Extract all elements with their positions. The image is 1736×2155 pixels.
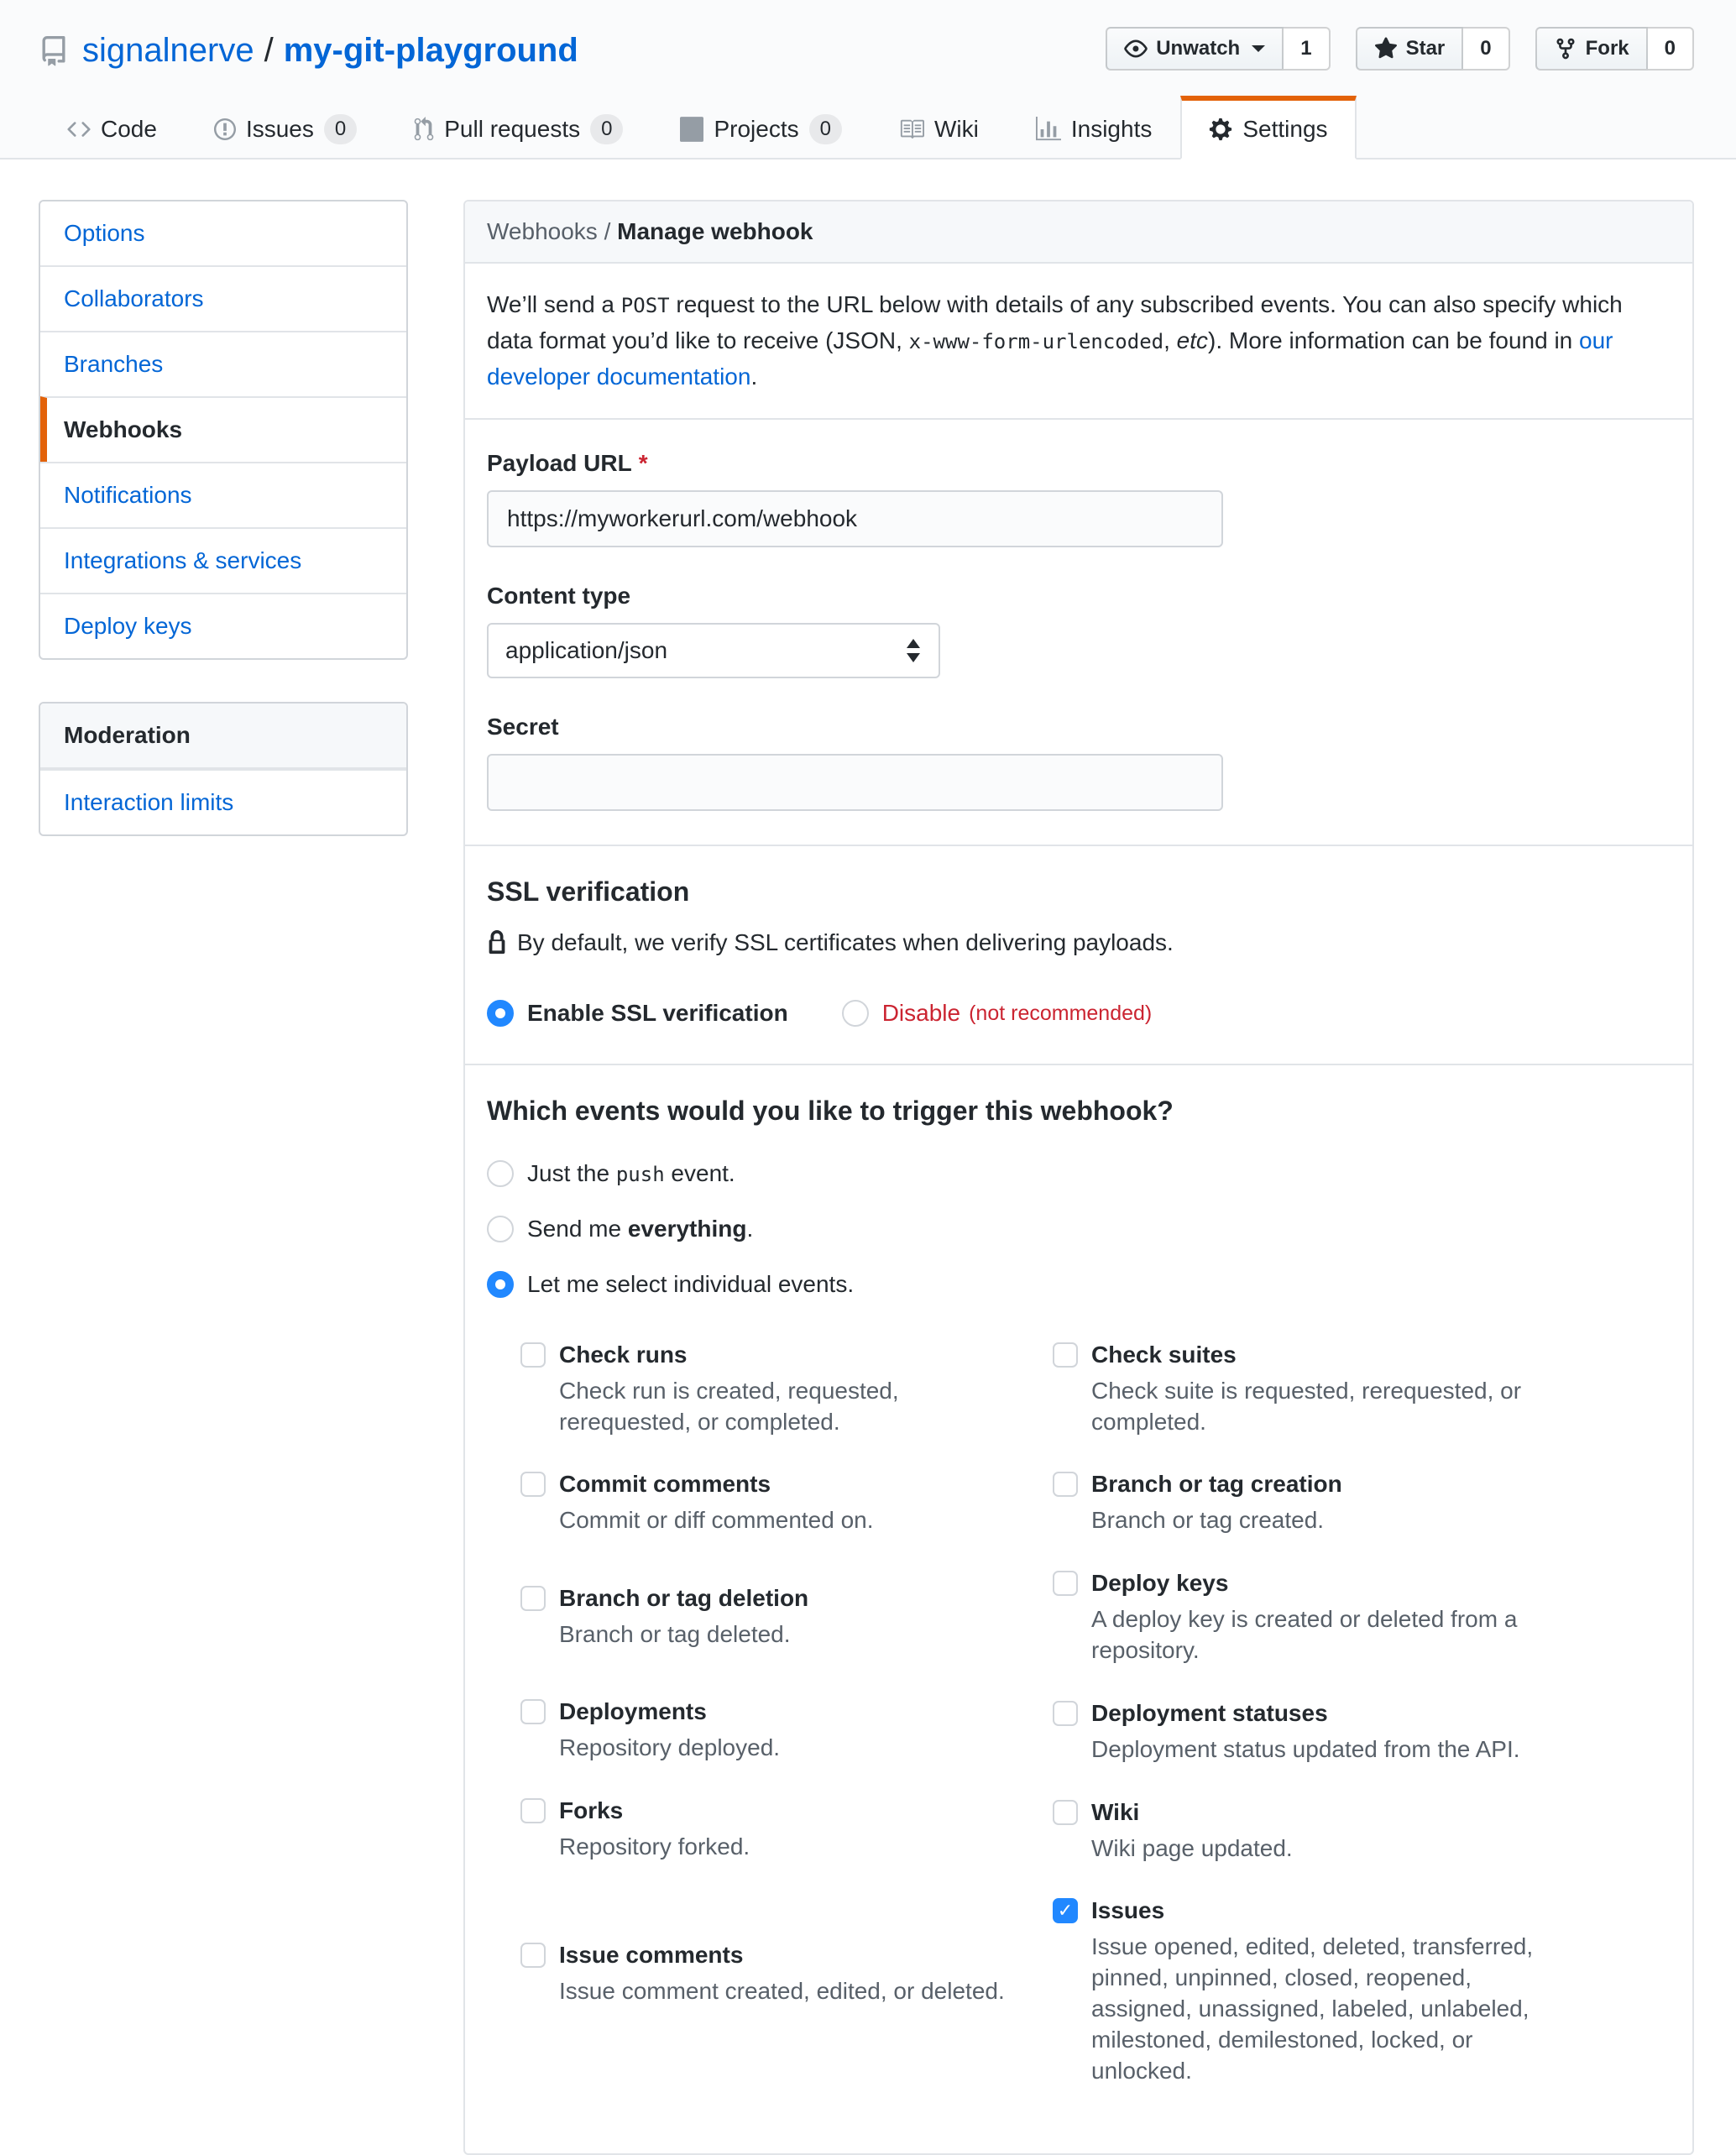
event-desc: Check suite is requested, rerequested, or completed.	[1091, 1378, 1522, 1435]
ssl-enable-label: Enable SSL verification	[527, 1000, 788, 1026]
tab-wiki-label: Wiki	[933, 116, 979, 142]
event-column-right	[1053, 1338, 1671, 2086]
event-desc: Wiki page updated.	[1091, 1835, 1293, 1861]
deployment-statuses-checkbox[interactable]	[1053, 1701, 1078, 1726]
sidebar-item-notifications[interactable]: Notifications	[40, 462, 406, 527]
caret-down-icon	[1252, 45, 1265, 59]
ssl-note	[487, 929, 1671, 956]
events-heading: Which events would you like to trigger this webhook?	[487, 1096, 1174, 1126]
event-label: Branch or tag creation	[1091, 1471, 1342, 1497]
star-button[interactable]	[1356, 27, 1464, 71]
event-label: Deployments	[559, 1698, 707, 1724]
event-column-left	[520, 1338, 1053, 2086]
branch-tag-deletion-checkbox[interactable]	[520, 1586, 546, 1611]
payload-url-group	[487, 450, 1671, 547]
tab-settings-label: Settings	[1242, 116, 1328, 142]
event-desc: Branch or tag created.	[1091, 1507, 1325, 1533]
content-type-value: application/json	[505, 637, 668, 663]
ssl-verification-section	[465, 846, 1692, 1065]
secret-input[interactable]	[487, 754, 1223, 811]
pull-requests-count-badge: 0	[590, 114, 623, 144]
sidebar-item-collaborators[interactable]: Collaborators	[40, 265, 406, 331]
event-label: Check suites	[1091, 1342, 1237, 1368]
sidebar-item-interaction-limits[interactable]: Interaction limits	[40, 769, 406, 834]
events-section	[465, 1065, 1692, 2153]
tab-pull-requests-label: Pull requests	[444, 116, 581, 142]
event-item-check-suites	[1053, 1338, 1671, 1437]
book-icon	[899, 117, 924, 142]
issue-comments-checkbox[interactable]	[520, 1943, 546, 1968]
push-code: push	[615, 1163, 665, 1186]
moderation-menu	[39, 702, 408, 836]
repo-name-link[interactable]: my-git-playground	[283, 32, 578, 69]
event-item-wiki	[1053, 1796, 1671, 1864]
event-label: Branch or tag deletion	[559, 1585, 809, 1611]
repo-owner-link[interactable]: signalnerve	[82, 32, 254, 69]
fork-label: Fork	[1585, 37, 1629, 60]
tab-pull-requests[interactable]	[385, 96, 651, 160]
unwatch-label: Unwatch	[1156, 37, 1241, 60]
star-icon	[1374, 37, 1398, 60]
tab-code-label: Code	[101, 116, 157, 142]
ssl-note-text: By default, we verify SSL certificates when delivering payloads.	[517, 929, 1174, 955]
projects-count-badge: 0	[809, 114, 842, 144]
event-label: Commit comments	[559, 1471, 771, 1497]
post-code: POST	[620, 294, 670, 317]
repo-nav	[0, 96, 1736, 160]
etc-text: etc	[1176, 327, 1209, 353]
deployments-checkbox[interactable]	[520, 1699, 546, 1724]
tab-insights-label: Insights	[1070, 116, 1153, 142]
repo-actions	[1106, 27, 1694, 71]
event-desc: Commit or diff commented on.	[559, 1507, 874, 1533]
watchers-count[interactable]: 1	[1284, 27, 1330, 71]
eye-icon	[1124, 37, 1148, 60]
sidebar-item-options[interactable]: Options	[64, 220, 145, 246]
breadcrumb-separator: /	[597, 218, 618, 244]
event-item-deployments	[520, 1695, 1053, 1763]
tab-code[interactable]	[39, 96, 186, 160]
tab-issues-label: Issues	[245, 116, 314, 142]
everything-radio[interactable]	[487, 1216, 514, 1242]
tab-settings[interactable]	[1180, 96, 1356, 160]
unwatch-button[interactable]	[1106, 27, 1284, 71]
individual-events-radio[interactable]	[487, 1271, 514, 1298]
secret-label: Secret	[487, 714, 559, 740]
event-desc: A deploy key is created or deleted from a repository.	[1091, 1606, 1518, 1663]
sidebar-item-integrations-services[interactable]: Integrations & services	[40, 527, 406, 593]
fork-button-group	[1535, 27, 1694, 71]
push-event-label: Just the push event.	[527, 1160, 735, 1186]
event-item-deployment-statuses	[1053, 1697, 1671, 1765]
event-desc: Branch or tag deleted.	[559, 1621, 791, 1647]
ssl-disable-note: (not recommended)	[969, 1001, 1153, 1025]
intro-section	[465, 264, 1692, 420]
forks-checkbox[interactable]	[520, 1798, 546, 1823]
event-label: Forks	[559, 1797, 624, 1823]
fork-icon	[1554, 37, 1577, 60]
settings-sidebar	[39, 200, 408, 836]
event-label: Issue comments	[559, 1942, 744, 1968]
tab-projects-label: Projects	[714, 116, 799, 142]
required-asterisk: *	[638, 450, 648, 476]
event-label: Wiki	[1091, 1799, 1140, 1825]
individual-events-label: Let me select individual events.	[527, 1271, 855, 1297]
repo-icon	[39, 36, 69, 66]
event-desc: Issue comment created, edited, or deleted.	[559, 1978, 1005, 2004]
gear-icon	[1209, 117, 1232, 142]
check-suites-checkbox[interactable]	[1053, 1342, 1078, 1368]
event-checkbox-grid	[487, 1338, 1671, 2086]
ssl-heading: SSL verification	[487, 876, 690, 907]
star-label: Star	[1405, 37, 1446, 60]
check-runs-checkbox[interactable]	[520, 1342, 546, 1368]
intro-paragraph: We’ll send a POST request to the URL below with details of any subscribed events. You can also specify which data format you’d like to receive (JSON, x-www-form-urlencoded, etc). More information can be found in our developer documentation.	[487, 291, 1623, 390]
ssl-disable-radio[interactable]	[842, 1000, 869, 1027]
event-label: Check runs	[559, 1342, 688, 1368]
payload-url-label: Payload URL *	[487, 450, 648, 476]
tab-projects[interactable]	[651, 96, 871, 160]
fork-button[interactable]	[1535, 27, 1648, 71]
lock-icon	[487, 930, 507, 955]
event-label: Issues	[1091, 1897, 1165, 1923]
webhook-settings-panel	[463, 200, 1694, 2155]
payload-url-input[interactable]	[487, 490, 1223, 547]
star-button-group	[1356, 27, 1510, 71]
code-icon	[67, 118, 91, 141]
watch-button-group	[1106, 27, 1330, 71]
repo-separator: /	[264, 32, 274, 69]
commit-comments-checkbox[interactable]	[520, 1472, 546, 1497]
deploy-keys-checkbox[interactable]	[1053, 1571, 1078, 1596]
sidebar-item-branches[interactable]: Branches	[40, 331, 406, 396]
stargazers-count[interactable]: 0	[1463, 27, 1509, 71]
moderation-header: Moderation	[40, 704, 406, 769]
push-event-radio[interactable]	[487, 1160, 514, 1187]
event-option-individual	[487, 1271, 1671, 1298]
wiki-checkbox[interactable]	[1053, 1800, 1078, 1825]
event-desc: Deployment status updated from the API.	[1091, 1736, 1520, 1762]
issues-checkbox[interactable]	[1053, 1898, 1078, 1923]
urlencoded-code: x-www-form-urlencoded	[908, 330, 1164, 353]
breadcrumb-webhooks-link[interactable]: Webhooks	[487, 218, 598, 244]
pull-request-icon	[414, 117, 434, 142]
secret-group	[487, 714, 1671, 811]
content-type-group	[487, 583, 1671, 678]
event-item-deploy-keys	[1053, 1567, 1671, 1666]
ssl-enable-radio[interactable]	[487, 1000, 514, 1027]
event-item-commit-comments	[520, 1467, 1053, 1535]
event-item-issues	[1053, 1894, 1671, 2086]
tab-wiki[interactable]	[871, 96, 1007, 160]
event-desc: Check run is created, requested, rerequested, or completed.	[559, 1378, 899, 1435]
select-arrows-icon	[905, 637, 922, 664]
event-desc: Repository deployed.	[559, 1734, 781, 1760]
event-option-push	[487, 1160, 1671, 1187]
repo-header	[0, 0, 1736, 160]
developer-documentation-link[interactable]: our developer documentation	[487, 327, 1613, 390]
event-item-check-runs	[520, 1338, 1053, 1437]
event-item-branch-tag-deletion	[520, 1582, 1053, 1650]
settings-menu	[39, 200, 408, 660]
graph-icon	[1036, 117, 1061, 142]
sidebar-item-webhooks[interactable]: Webhooks	[40, 396, 406, 462]
ssl-radio-group	[487, 1000, 1671, 1027]
event-item-branch-tag-creation	[1053, 1467, 1671, 1535]
event-desc: Issue opened, edited, deleted, transferred, pinned, unpinned, closed, reopened, assigned, unassigned, labeled, unlabeled, milestoned, demilestoned, locked, or unlocked.	[1091, 1933, 1534, 2084]
event-item-issue-comments	[520, 1938, 1053, 2006]
issues-count-badge: 0	[324, 114, 357, 144]
project-board-icon	[680, 117, 703, 142]
tab-issues[interactable]	[186, 96, 385, 160]
content-type-select[interactable]	[487, 623, 940, 678]
sidebar-item-deploy-keys[interactable]: Deploy keys	[40, 593, 406, 658]
forks-count[interactable]: 0	[1648, 27, 1694, 71]
event-option-everything	[487, 1216, 1671, 1242]
event-item-forks	[520, 1794, 1053, 1862]
event-label: Deployment statuses	[1091, 1700, 1328, 1726]
webhook-form-section	[465, 420, 1692, 846]
tab-insights[interactable]	[1007, 96, 1181, 160]
repo-title	[39, 27, 578, 70]
branch-tag-creation-checkbox[interactable]	[1053, 1472, 1078, 1497]
event-desc: Repository forked.	[559, 1833, 750, 1859]
ssl-disable-label: Disable	[881, 1000, 961, 1026]
content-type-label: Content type	[487, 583, 631, 609]
everything-label: Send me everything.	[527, 1216, 754, 1242]
event-label: Deploy keys	[1091, 1570, 1229, 1596]
breadcrumb-current: Manage webhook	[617, 218, 813, 244]
issue-opened-icon	[214, 117, 236, 142]
breadcrumb	[465, 201, 1692, 264]
